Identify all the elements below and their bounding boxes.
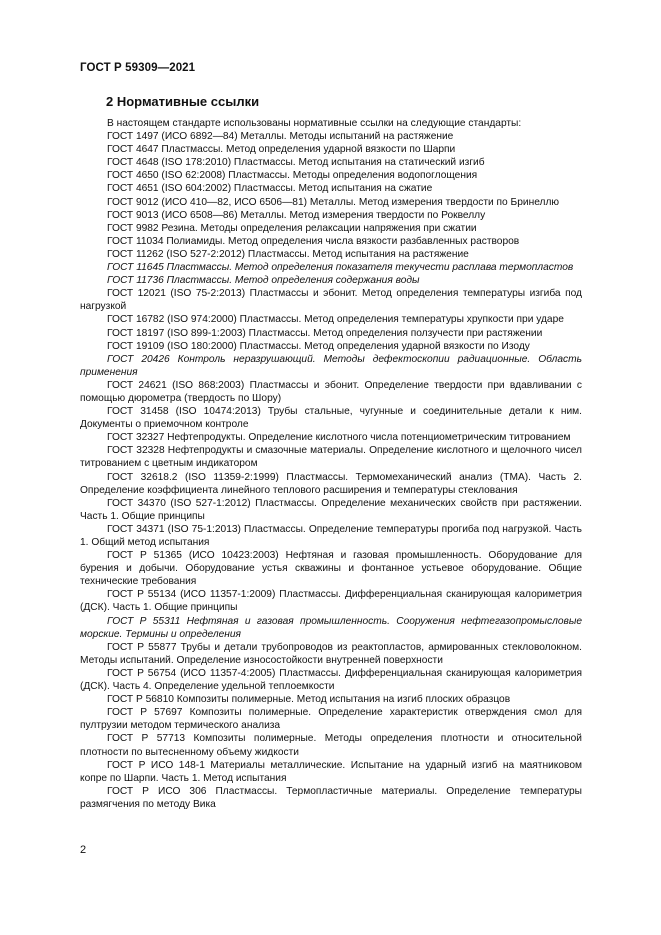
reference-item: ГОСТ Р 55134 (ИСО 11357-1:2009) Пластмассы. Дифференциальная сканирующая калориметрия (ДСК). Часть 1. Общие принципы <box>80 589 582 614</box>
reference-item: ГОСТ 24621 (ISO 868:2003) Пластмассы и эбонит. Определение твердости при вдавливании с помощью дюрометра (твердость по Шору) <box>80 379 582 404</box>
reference-item: ГОСТ Р 57697 Композиты полимерные. Определение характеристик отверждения смол для пултрузии методом термического анализа <box>80 707 582 732</box>
document-code-header: ГОСТ Р 59309—2021 <box>80 62 196 74</box>
reference-item: ГОСТ 32327 Нефтепродукты. Определение кислотного числа потенциометрическим титрованием <box>107 432 571 444</box>
reference-item: ГОСТ Р 56810 Композиты полимерные. Метод испытания на изгиб плоских образцов <box>107 694 511 706</box>
reference-item: ГОСТ 11034 Полиамиды. Метод определения числа вязкости разбавленных растворов <box>107 235 520 247</box>
page-number: 2 <box>80 844 87 856</box>
reference-item: ГОСТ 9012 (ИСО 410—82, ИСО 6506—81) Металлы. Метод измерения твердости по Бринеллю <box>107 196 560 208</box>
reference-item: ГОСТ 9013 (ИСО 6508—86) Металлы. Метод измерения твердости по Роквеллу <box>107 209 486 221</box>
reference-item: ГОСТ 11262 (ISO 527-2:2012) Пластмассы. Метод испытания на растяжение <box>107 248 469 260</box>
reference-item: ГОСТ 34370 (ISO 527-1:2012) Пластмассы. Определение механических свойств при растяжении. Часть 1. Общие принципы <box>80 497 582 522</box>
reference-item: ГОСТ 4647 Пластмассы. Метод определения ударной вязкости по Шарпи <box>107 144 456 156</box>
reference-item: ГОСТ 16782 (ISO 974:2000) Пластмассы. Метод определения температуры хрупкости при ударе <box>107 314 564 326</box>
reference-item: ГОСТ 4650 (ISO 62:2008) Пластмассы. Методы определения водопоглощения <box>107 170 478 182</box>
intro-paragraph: В настоящем стандарте использованы нормативные ссылки на следующие стандарты: <box>107 118 522 129</box>
reference-item: ГОСТ 32618.2 (ISO 11359-2:1999) Пластмассы. Термомеханический анализ (ТМА). Часть 2. Определение коэффициента линейного теплового расширения и температуры стеклования <box>80 471 582 496</box>
references-list <box>80 117 582 811</box>
reference-item: ГОСТ Р 51365 (ИСО 10423:2003) Нефтяная и газовая промышленность. Оборудование для бурения и добычи. Оборудование устья скважины и фонтанное устьевое оборудование. Общие технические требования <box>80 550 582 588</box>
reference-item: ГОСТ 4648 (ISO 178:2010) Пластмассы. Метод испытания на статический изгиб <box>107 157 485 169</box>
reference-item: ГОСТ Р ИСО 148-1 Материалы металлические. Испытание на ударный изгиб на маятниковом копре по Шарпи. Часть 1. Метод испытания <box>80 759 582 784</box>
reference-item: ГОСТ 11645 Пластмассы. Метод определения показателя текучести расплава термопластов <box>107 262 574 274</box>
reference-item: ГОСТ 19109 (ISO 180:2000) Пластмассы. Метод определения ударной вязкости по Изоду <box>107 340 530 352</box>
reference-item: ГОСТ Р 56754 (ИСО 11357-4:2005) Пластмассы. Дифференциальная сканирующая калориметрия (ДСК). Часть 4. Определение удельной теплоемкости <box>80 667 582 693</box>
reference-item: ГОСТ Р 55311 Нефтяная и газовая промышленность. Сооружения нефтегазопромысловые морские. Термины и определения <box>80 615 582 640</box>
reference-item: ГОСТ 31458 (ISO 10474:2013) Трубы стальные, чугунные и соединительные детали к ним. Документы о приемочном контроле <box>80 406 582 431</box>
reference-item: ГОСТ 34371 (ISO 75-1:2013) Пластмассы. Определение температуры прогиба под нагрузкой. Часть 1. Общий метод испытания <box>80 523 582 548</box>
reference-item: ГОСТ Р 55877 Трубы и детали трубопроводов из реактопластов, армированных стекловолокном. Методы испытаний. Определение износостойкости внутренней поверхности <box>80 641 582 666</box>
reference-item: ГОСТ 12021 (ISO 75-2:2013) Пластмассы и эбонит. Метод определения температуры изгиба под нагрузкой <box>80 288 582 313</box>
reference-item: ГОСТ Р ИСО 306 Пластмассы. Термопластичные материалы. Определение температуры размягчения по методу Вика <box>80 785 582 810</box>
reference-item: ГОСТ 9982 Резина. Методы определения релаксации напряжения при сжатии <box>107 222 477 234</box>
reference-item: ГОСТ 11736 Пластмассы. Метод определения содержания воды <box>107 275 420 287</box>
reference-item: ГОСТ Р 57713 Композиты полимерные. Методы определения плотности и относительной плотности по вытесненному объему жидкости <box>80 733 582 758</box>
reference-item: ГОСТ 32328 Нефтепродукты и смазочные материалы. Определение кислотного и щелочного чисел титрованием с цветным индикатором <box>80 445 582 470</box>
reference-item: ГОСТ 1497 (ИСО 6892—84) Металлы. Методы испытаний на растяжение <box>107 131 454 143</box>
reference-item: ГОСТ 4651 (ISO 604:2002) Пластмассы. Метод испытания на сжатие <box>107 183 433 195</box>
reference-item: ГОСТ 20426 Контроль неразрушающий. Методы дефектоскопии радиационные. Область применения <box>80 353 582 378</box>
section-title: 2 Нормативные ссылки <box>106 94 260 109</box>
reference-item: ГОСТ 18197 (ISO 899-1:2003) Пластмассы. Метод определения ползучести при растяжении <box>107 327 543 339</box>
